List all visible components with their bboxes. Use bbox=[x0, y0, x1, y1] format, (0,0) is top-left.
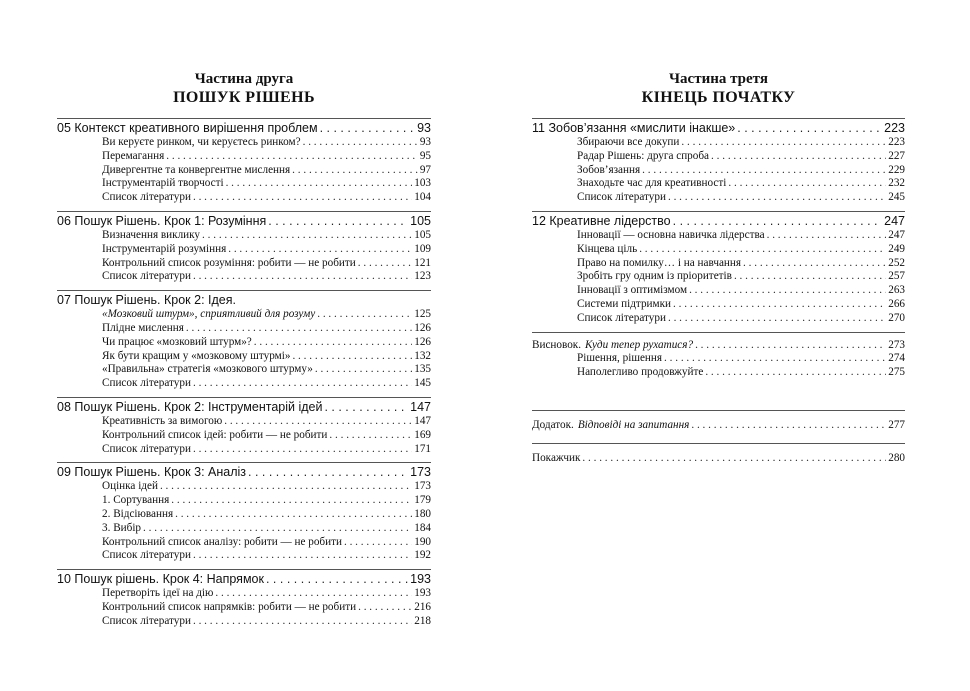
chapter-group bbox=[532, 211, 905, 326]
entry-title: 12 Креативне лідерство bbox=[532, 213, 671, 228]
page-number: 103 bbox=[414, 177, 431, 190]
toc-entry[interactable] bbox=[57, 229, 431, 243]
toc-entry[interactable] bbox=[532, 352, 905, 366]
entry-title: Визначення виклику bbox=[102, 228, 201, 241]
toc-entry[interactable] bbox=[532, 191, 905, 205]
entry-title: Список літератури bbox=[102, 270, 191, 283]
page-number: 266 bbox=[888, 297, 905, 310]
entry-title: Системи підтримки bbox=[577, 297, 672, 310]
toc-entry[interactable] bbox=[57, 363, 431, 377]
leader-dots bbox=[668, 191, 886, 205]
toc-entry[interactable] bbox=[57, 429, 431, 443]
toc-entry-conclusion[interactable] bbox=[532, 339, 905, 353]
leader-dots bbox=[358, 257, 412, 271]
page-number: 270 bbox=[888, 311, 905, 324]
leader-dots bbox=[664, 352, 886, 366]
toc-entry[interactable] bbox=[57, 350, 431, 364]
entry-title: Інструментарій творчості bbox=[102, 177, 224, 190]
page-number: 121 bbox=[414, 256, 431, 269]
chapter-heading[interactable] bbox=[57, 120, 431, 136]
toc-entry[interactable] bbox=[532, 243, 905, 257]
entry-title: 11 Зобов’язання «мислити інакше» bbox=[532, 121, 736, 135]
leader-dots bbox=[226, 177, 413, 191]
leader-dots bbox=[767, 229, 887, 243]
entry-title: Контрольний список аналізу: робити — не робити bbox=[102, 535, 342, 548]
leader-dots bbox=[320, 120, 416, 136]
page-number: 273 bbox=[888, 338, 905, 351]
page-number: 280 bbox=[888, 451, 905, 464]
entry-title: 1. Сортування bbox=[102, 494, 170, 507]
page-number: 135 bbox=[414, 363, 431, 376]
entry-title: Плідне мислення bbox=[102, 321, 184, 334]
page-number: 277 bbox=[888, 418, 905, 431]
toc-entry[interactable] bbox=[57, 257, 431, 271]
chapter-heading[interactable] bbox=[532, 213, 905, 229]
chapter-group bbox=[57, 118, 431, 205]
leader-dots bbox=[193, 549, 412, 563]
page-number: 93 bbox=[417, 121, 431, 135]
leader-dots bbox=[268, 213, 408, 229]
entry-title: Куди тепер рухатися? bbox=[585, 338, 694, 351]
toc-entry[interactable] bbox=[57, 522, 431, 536]
entry-title: 06 Пошук Рішень. Крок 1: Розуміння bbox=[57, 213, 267, 228]
page-number: 192 bbox=[414, 549, 431, 562]
toc-entry[interactable] bbox=[57, 308, 431, 322]
leader-dots bbox=[642, 164, 886, 178]
entry-title: Контрольний список ідей: робити — не робити bbox=[102, 428, 328, 441]
chapter-group bbox=[57, 211, 431, 284]
part-label: Частина друга bbox=[194, 71, 294, 87]
toc-entry[interactable] bbox=[57, 549, 431, 563]
toc-entry[interactable] bbox=[57, 164, 431, 178]
toc-entry-index[interactable] bbox=[532, 452, 905, 466]
chapter-group bbox=[57, 462, 431, 563]
page-number: 171 bbox=[414, 442, 431, 455]
chapter-group bbox=[532, 118, 905, 205]
page-number: 223 bbox=[884, 121, 905, 135]
toc-entry[interactable] bbox=[57, 494, 431, 508]
entry-title: 08 Пошук Рішень. Крок 2: Інструментарій ідей bbox=[57, 399, 323, 414]
part-heading bbox=[57, 70, 431, 118]
page-number: 173 bbox=[410, 465, 431, 480]
leader-dots bbox=[202, 229, 412, 243]
toc-entry[interactable] bbox=[532, 284, 905, 298]
chapter-heading[interactable] bbox=[57, 464, 431, 480]
toc-entry[interactable] bbox=[57, 443, 431, 457]
leader-dots bbox=[705, 366, 886, 380]
part-label: Частина третя bbox=[669, 71, 768, 87]
leader-dots bbox=[358, 601, 412, 615]
entry-title: 3. Вибір bbox=[102, 521, 142, 534]
toc-entry[interactable] bbox=[532, 257, 905, 271]
page-number: 173 bbox=[414, 480, 431, 493]
entry-title: Зобов’язання bbox=[577, 163, 641, 176]
page-number: 145 bbox=[414, 377, 431, 390]
toc-entry[interactable] bbox=[532, 270, 905, 284]
entry-title: Список літератури bbox=[102, 377, 191, 390]
leader-dots bbox=[193, 615, 412, 629]
page-number: 147 bbox=[414, 414, 431, 427]
leader-dots bbox=[193, 270, 412, 284]
leader-dots bbox=[215, 587, 412, 601]
toc-entry[interactable] bbox=[57, 191, 431, 205]
page-number: 180 bbox=[414, 507, 431, 520]
entry-title: Список літератури bbox=[102, 614, 191, 627]
page-number: 249 bbox=[888, 242, 905, 255]
page-number: 218 bbox=[414, 614, 431, 627]
chapter-group bbox=[57, 569, 431, 628]
page-number: 109 bbox=[414, 242, 431, 255]
toc-entry[interactable] bbox=[57, 243, 431, 257]
left-column bbox=[57, 0, 431, 635]
leader-dots bbox=[582, 452, 886, 466]
leader-dots bbox=[224, 415, 412, 429]
leader-dots bbox=[329, 429, 412, 443]
page-number: 169 bbox=[414, 428, 431, 441]
entry-label: Додаток. bbox=[532, 418, 574, 431]
entry-title: Рішення, рішення bbox=[577, 352, 663, 365]
page-number: 125 bbox=[414, 308, 431, 321]
chapter-heading[interactable] bbox=[532, 120, 905, 136]
toc-entry[interactable] bbox=[532, 229, 905, 243]
page-number: 132 bbox=[414, 349, 431, 362]
page-number: 229 bbox=[888, 163, 905, 176]
part-heading bbox=[532, 70, 905, 118]
toc-entry[interactable] bbox=[57, 322, 431, 336]
toc-entry[interactable] bbox=[57, 177, 431, 191]
toc-entry[interactable] bbox=[532, 366, 905, 380]
entry-title: Інструментарій розуміння bbox=[102, 242, 227, 255]
toc-entry[interactable] bbox=[532, 298, 905, 312]
leader-dots bbox=[186, 322, 412, 336]
chapter-heading[interactable] bbox=[57, 213, 431, 229]
leader-dots bbox=[737, 120, 882, 136]
leader-dots bbox=[175, 508, 412, 522]
toc-entry[interactable] bbox=[57, 508, 431, 522]
leader-dots bbox=[673, 213, 883, 229]
leader-dots bbox=[728, 177, 886, 191]
entry-title: 10 Пошук рішень. Крок 4: Напрямок bbox=[57, 572, 264, 587]
page-number: 93 bbox=[419, 136, 431, 148]
page-number: 105 bbox=[410, 213, 431, 228]
page-number: 247 bbox=[888, 228, 905, 241]
leader-dots bbox=[254, 336, 412, 350]
entry-title: Інновації — основна навичка лідерства bbox=[577, 228, 765, 241]
leader-dots bbox=[193, 443, 412, 457]
leader-dots bbox=[171, 494, 412, 508]
page-number: 95 bbox=[419, 149, 431, 162]
page-number: 126 bbox=[414, 335, 431, 348]
chapter-heading[interactable] bbox=[57, 292, 431, 308]
entry-title: Чи працює «мозковий штурм»? bbox=[102, 335, 252, 348]
entry-title: 09 Пошук Рішень. Крок 3: Аналіз bbox=[57, 465, 247, 480]
entry-title: Покажчик bbox=[532, 451, 581, 464]
page-number: 97 bbox=[419, 163, 431, 176]
leader-dots bbox=[344, 536, 412, 550]
toc-entry[interactable] bbox=[57, 377, 431, 391]
conclusion-group bbox=[532, 332, 905, 380]
chapter-group bbox=[57, 397, 431, 456]
leader-dots bbox=[681, 136, 886, 150]
right-column bbox=[532, 0, 905, 474]
page-number: 227 bbox=[888, 149, 905, 162]
page-number: 232 bbox=[888, 177, 905, 190]
leader-dots bbox=[315, 363, 412, 377]
leader-dots bbox=[292, 350, 412, 364]
entry-title: Як бути кращим у «мозковому штурмі» bbox=[102, 349, 291, 362]
page-number: 193 bbox=[410, 572, 431, 587]
entry-title: Креативність за вимогою bbox=[102, 414, 223, 427]
part-title: КІНЕЦЬ ПОЧАТКУ bbox=[641, 89, 796, 106]
page-number: 257 bbox=[888, 270, 905, 283]
leader-dots bbox=[193, 377, 412, 391]
entry-title: Зробіть гру одним із пріоритетів bbox=[577, 270, 732, 283]
entry-title: Радар Рішень: друга спроба bbox=[577, 149, 710, 162]
entry-title: Знаходьте час для креативності bbox=[577, 177, 727, 190]
leader-dots bbox=[695, 339, 886, 353]
leader-dots bbox=[166, 150, 418, 164]
toc-entry[interactable] bbox=[532, 150, 905, 164]
leader-dots bbox=[193, 191, 412, 205]
page-number: 179 bbox=[414, 494, 431, 507]
page-number: 105 bbox=[414, 228, 431, 241]
page-number: 274 bbox=[888, 352, 905, 365]
page-number: 147 bbox=[410, 399, 431, 414]
page-number: 252 bbox=[888, 256, 905, 269]
toc-entry[interactable] bbox=[532, 136, 905, 150]
toc-entry[interactable] bbox=[57, 415, 431, 429]
leader-dots bbox=[292, 164, 418, 178]
leader-dots bbox=[303, 136, 418, 150]
chapter-list bbox=[57, 118, 431, 629]
page-number: 245 bbox=[888, 191, 905, 204]
entry-title: «Правильна» стратегія «мозкового штурму» bbox=[102, 363, 313, 376]
page-number: 193 bbox=[414, 587, 431, 600]
entry-title: Список літератури bbox=[102, 191, 191, 204]
toc-entry[interactable] bbox=[57, 536, 431, 550]
leader-dots bbox=[143, 522, 412, 536]
chapter-list bbox=[532, 118, 905, 326]
leader-dots bbox=[689, 284, 886, 298]
page-number: 247 bbox=[884, 213, 905, 228]
toc-entry[interactable] bbox=[57, 336, 431, 350]
entry-title: Перетворіть ідеї на дію bbox=[102, 587, 214, 600]
toc-entry[interactable] bbox=[57, 270, 431, 284]
leader-dots bbox=[734, 270, 886, 284]
chapter-heading[interactable] bbox=[57, 571, 431, 587]
page-number: 104 bbox=[414, 191, 431, 204]
leader-dots bbox=[248, 464, 408, 480]
toc-entry[interactable] bbox=[532, 164, 905, 178]
leader-dots bbox=[160, 480, 412, 494]
toc-entry-appendix[interactable] bbox=[532, 419, 905, 433]
page-number: 126 bbox=[414, 321, 431, 334]
entry-title: 05 Контекст креативного вирішення проблем bbox=[57, 121, 318, 135]
entry-title: Право на помилку… і на навчання bbox=[577, 256, 742, 269]
appendix-group bbox=[532, 410, 905, 433]
leader-dots bbox=[266, 571, 408, 587]
entry-title: Інновації з оптимізмом bbox=[577, 284, 688, 297]
toc-entry[interactable] bbox=[57, 150, 431, 164]
entry-title: Кінцева ціль bbox=[577, 242, 638, 255]
page-number: 223 bbox=[888, 136, 905, 148]
leader-dots bbox=[228, 243, 412, 257]
leader-dots bbox=[743, 257, 886, 271]
leader-dots bbox=[668, 312, 886, 326]
chapter-heading[interactable] bbox=[57, 399, 431, 415]
entry-title: Ви керуєте ринком, чи керуєтесь ринком? bbox=[102, 136, 301, 148]
leader-dots bbox=[711, 150, 886, 164]
entry-title: Контрольний список напрямків: робити — не робити bbox=[102, 600, 357, 613]
toc-entry[interactable] bbox=[532, 312, 905, 326]
leader-dots bbox=[691, 419, 886, 433]
index-group bbox=[532, 443, 905, 466]
entry-title: Оцінка ідей bbox=[102, 480, 158, 493]
toc-entry[interactable] bbox=[57, 136, 431, 150]
leader-dots bbox=[673, 298, 886, 312]
entry-title: 2. Відсіювання bbox=[102, 507, 174, 520]
toc-entry[interactable] bbox=[57, 587, 431, 601]
entry-title: 07 Пошук Рішень. Крок 2: Ідея. bbox=[57, 293, 236, 308]
entry-title: Перемагання bbox=[102, 149, 165, 162]
leader-dots bbox=[324, 399, 408, 415]
toc-entry[interactable] bbox=[57, 615, 431, 629]
entry-title: Список літератури bbox=[102, 442, 191, 455]
entry-title: Збираючи все докупи bbox=[577, 136, 680, 148]
entry-title: «Мозковий штурм», сприятливий для розуму bbox=[102, 308, 316, 321]
page-number: 275 bbox=[888, 366, 905, 379]
leader-dots bbox=[317, 308, 412, 322]
entry-title: Список літератури bbox=[577, 191, 666, 204]
entry-title: Контрольний список розуміння: робити — не робити bbox=[102, 256, 356, 269]
page-number: 216 bbox=[414, 600, 431, 613]
page-number: 190 bbox=[414, 535, 431, 548]
toc-entry[interactable] bbox=[532, 177, 905, 191]
page-number: 263 bbox=[888, 284, 905, 297]
page-number: 123 bbox=[414, 270, 431, 283]
entry-title: Список літератури bbox=[577, 311, 666, 324]
chapter-group bbox=[57, 290, 431, 391]
toc-entry[interactable] bbox=[57, 601, 431, 615]
entry-title: Наполегливо продовжуйте bbox=[577, 366, 704, 379]
entry-title: Дивергентне та конвергентне мислення bbox=[102, 163, 291, 176]
toc-entry[interactable] bbox=[57, 480, 431, 494]
page-number: 184 bbox=[414, 521, 431, 534]
leader-dots bbox=[639, 243, 886, 257]
entry-label: Висновок. bbox=[532, 338, 582, 351]
part-title: ПОШУК РІШЕНЬ bbox=[173, 89, 315, 106]
entry-title: Відповіді на запитання bbox=[577, 418, 690, 431]
entry-title: Список літератури bbox=[102, 549, 191, 562]
